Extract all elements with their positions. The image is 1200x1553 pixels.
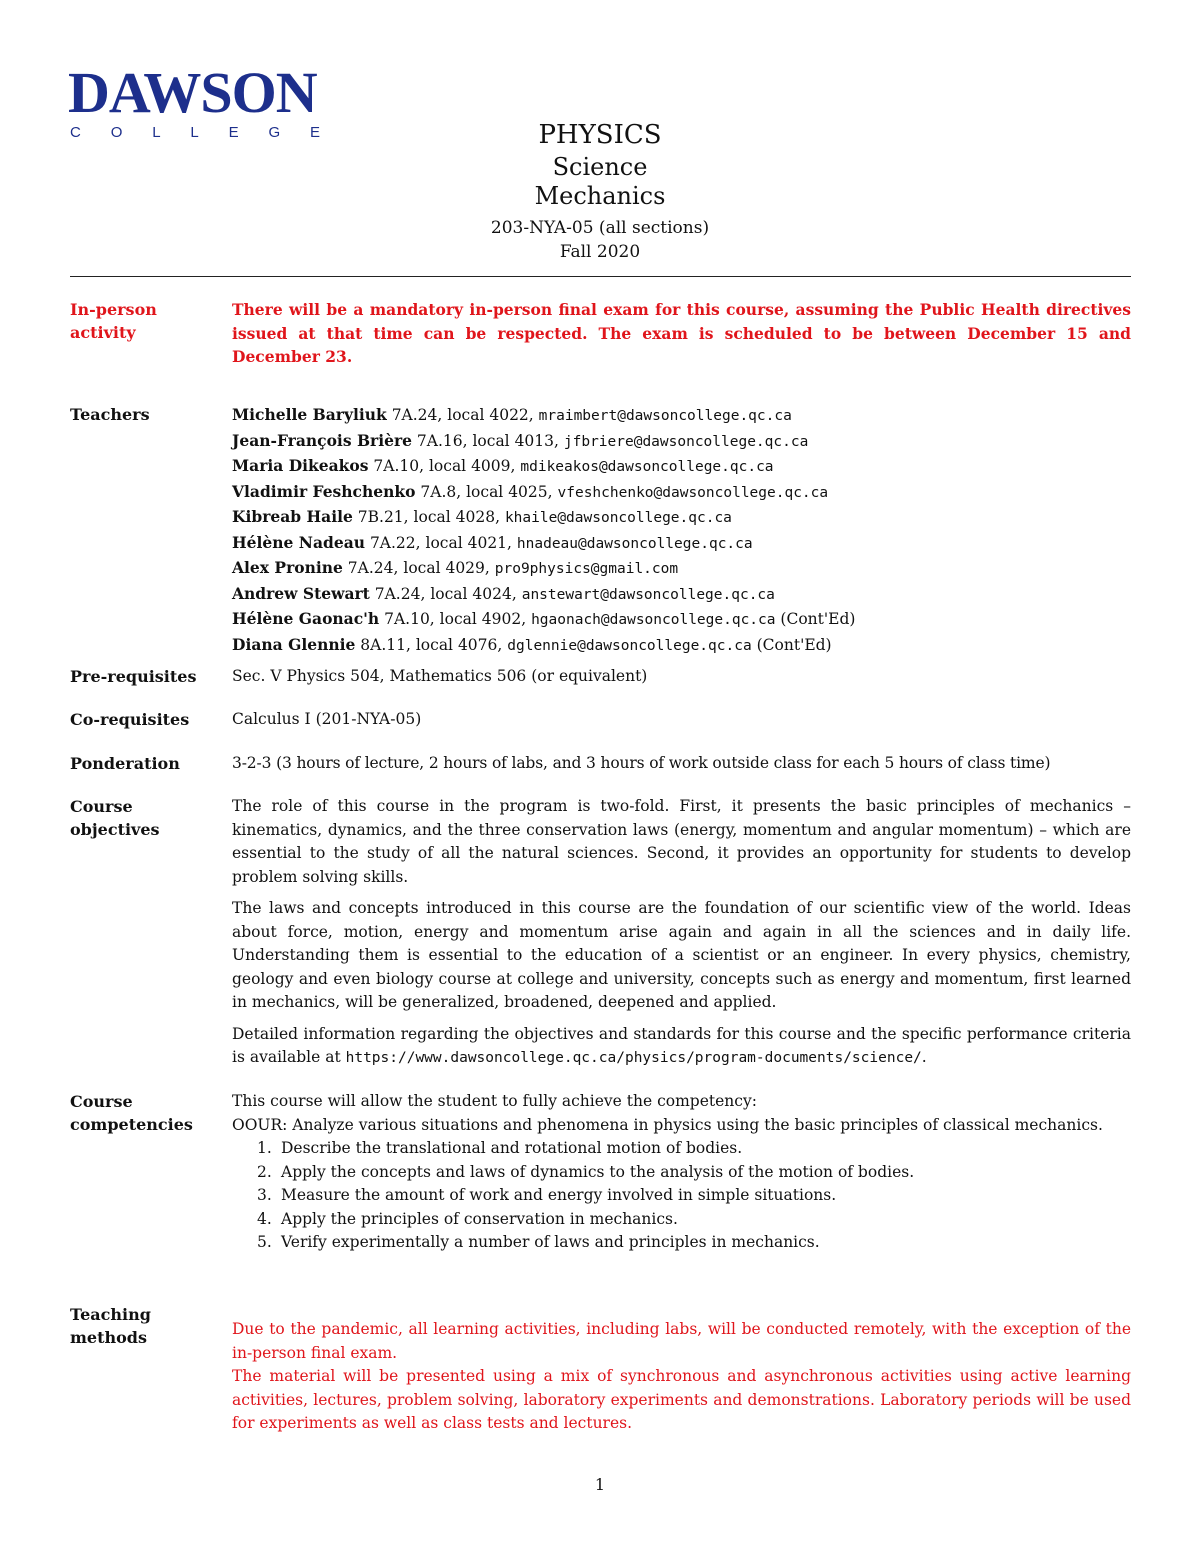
teacher-note: (Cont'Ed) — [751, 635, 832, 654]
teacher-name: Hélène Nadeau — [232, 532, 366, 552]
teacher-entry — [232, 582, 1131, 608]
logo-wordmark: DAWSON — [68, 60, 317, 125]
logo-letter: E — [309, 124, 320, 141]
section-label — [70, 298, 228, 344]
header-divider — [70, 276, 1131, 277]
teacher-office: 7A.10, local 4902, — [379, 610, 532, 628]
teacher-email[interactable]: dglennie@dawsoncollege.qc.ca — [507, 637, 752, 654]
label-line: Teaching — [70, 1305, 151, 1324]
competency-element — [257, 1161, 1131, 1185]
inperson-notice: There will be a mandatory in-person final exam for this course, assuming the Public Health directives issued at that time can be respected. The exam is scheduled to be between December 15 and December 23. — [232, 300, 1131, 366]
document-title: PHYSICS — [538, 120, 662, 150]
teacher-email[interactable]: khaile@dawsoncollege.qc.ca — [504, 510, 732, 526]
program-documents-link[interactable]: https://www.dawsoncollege.qc.ca/physics/program-documents/science/ — [345, 1050, 922, 1066]
competency-element — [257, 1137, 1131, 1161]
logo-letter: G — [268, 124, 281, 141]
competency-element-text: Measure the amount of work and energy involved in simple situations. — [281, 1186, 837, 1204]
teacher-email[interactable]: vfeshchenko@dawsoncollege.qc.ca — [557, 484, 829, 501]
section-label — [70, 1303, 228, 1349]
logo-letter: L — [190, 124, 199, 141]
objectives-body — [232, 795, 1131, 1079]
teaching-methods-body — [232, 1318, 1131, 1436]
teacher-name: Alex Pronine — [232, 558, 343, 577]
teacher-email[interactable]: mraimbert@dawsoncollege.qc.ca — [538, 408, 792, 424]
teaching-paragraph: The material will be presented using a mix of synchronous and asynchronous activities using active learning activities, lectures, problem solving, laboratory experiments and demonstrations. Laboratory periods will be used for experiments as well as class tests and lectures. — [232, 1367, 1131, 1432]
corequisites-text: Calculus I (201-NYA-05) — [232, 710, 422, 728]
teacher-office: 7A.24, local 4024, — [369, 584, 522, 603]
competency-element-number: 5. — [257, 1233, 272, 1251]
competency-element — [257, 1208, 1131, 1232]
section-label: Teachers — [70, 405, 150, 424]
course-code: 203-NYA-05 (all sections) — [490, 218, 710, 238]
logo-letter: E — [228, 124, 239, 141]
prerequisites-text: Sec. V Physics 504, Mathematics 506 (or equivalent) — [232, 667, 648, 685]
course-term: Fall 2020 — [559, 242, 641, 262]
competency-element-number: 3. — [257, 1186, 272, 1204]
teacher-entry — [232, 480, 1131, 506]
document-subtitle-program: Science — [552, 153, 648, 181]
teachers-list — [232, 403, 1131, 658]
logo-letter: L — [152, 124, 161, 141]
teacher-entry — [232, 403, 1131, 429]
teacher-email[interactable]: anstewart@dawsoncollege.qc.ca — [521, 586, 775, 603]
competency-element — [257, 1231, 1131, 1255]
teacher-office: 7A.16, local 4013, — [411, 431, 564, 450]
document-subtitle-course: Mechanics — [534, 182, 666, 210]
section-label: Co-requisites — [70, 710, 190, 729]
teacher-entry — [232, 505, 1131, 531]
teacher-office: 7A.24, local 4022, — [386, 406, 539, 424]
competencies-intro: This course will allow the student to fully achieve the competency: — [232, 1092, 757, 1110]
competency-statement: OOUR: Analyze various situations and phenomena in physics using the basic principles of classical mechanics. — [232, 1115, 1103, 1134]
objectives-paragraph: The laws and concepts introduced in this course are the foundation of our scientific view of the world. Ideas about force, motion, energy and momentum arise again and again in all the sciences and in daily life. Understanding them is essential to the education of a scientist or an engineer. In every physics, chemistry, geology and even biology course at college and university, concepts such as energy and momentum, first learned in mechanics, will be generalized, broadened, deepened and applied. — [232, 899, 1131, 1011]
teacher-entry — [232, 531, 1131, 557]
teacher-office: 8A.11, local 4076, — [355, 635, 508, 654]
competency-element-text: Apply the principles of conservation in mechanics. — [281, 1209, 678, 1228]
label-line: Course — [70, 1092, 133, 1111]
competency-element-text: Apply the concepts and laws of dynamics to the analysis of the motion of bodies. — [281, 1162, 915, 1181]
teacher-name: Kibreab Haile — [232, 507, 353, 526]
teacher-office: 7A.8, local 4025, — [415, 482, 558, 501]
label-line: objectives — [70, 820, 160, 839]
teaching-paragraph: Due to the pandemic, all learning activities, including labs, will be conducted remotely, with the exception of the in-person final exam. — [232, 1320, 1131, 1362]
teacher-email[interactable]: mdikeakos@dawsoncollege.qc.ca — [520, 459, 774, 475]
teacher-entry — [232, 633, 1131, 659]
teacher-email[interactable]: jfbriere@dawsoncollege.qc.ca — [563, 433, 809, 450]
objectives-text: Detailed information regarding the objectives and standards for this course and the specific performance criteria is available at — [232, 1024, 1131, 1066]
competency-element-number: 2. — [257, 1162, 272, 1181]
label-line: In-person — [70, 300, 157, 319]
label-line: methods — [70, 1328, 147, 1347]
competency-element-text: Describe the translational and rotational motion of bodies. — [281, 1139, 743, 1157]
competencies-body — [232, 1090, 1131, 1255]
teacher-name: Jean-François Brière — [232, 430, 412, 450]
teacher-entry — [232, 429, 1131, 455]
teacher-office: 7A.22, local 4021, — [365, 533, 517, 552]
label-line: Course — [70, 797, 133, 816]
competency-element-text: Verify experimentally a number of laws and principles in mechanics. — [281, 1233, 820, 1251]
section-label: Ponderation — [70, 754, 180, 773]
competency-elements-list — [232, 1137, 1131, 1255]
teacher-email[interactable]: hgaonach@dawsoncollege.qc.ca — [531, 612, 776, 628]
teacher-name: Hélène Gaonac'h — [232, 609, 380, 628]
objectives-paragraph — [232, 1023, 1131, 1071]
page-number: 1 — [594, 1475, 606, 1494]
teacher-name: Diana Glennie — [232, 634, 356, 654]
teacher-office: 7A.10, local 4009, — [368, 457, 521, 475]
section-label — [70, 795, 228, 841]
teacher-name: Vladimir Feshchenko — [232, 481, 416, 501]
teacher-office: 7B.21, local 4028, — [352, 508, 505, 526]
teacher-name: Andrew Stewart — [232, 583, 370, 603]
logo-letter: C — [70, 124, 81, 141]
label-line: competencies — [70, 1115, 193, 1134]
competency-element-number: 1. — [257, 1139, 272, 1157]
logo-letter: O — [110, 124, 123, 141]
teacher-name: Maria Dikeakos — [232, 456, 369, 475]
teacher-email[interactable]: pro9physics@gmail.com — [494, 561, 679, 577]
teacher-entry — [232, 556, 1131, 582]
label-line: activity — [70, 323, 136, 342]
teacher-email[interactable]: hnadeau@dawsoncollege.qc.ca — [516, 535, 753, 552]
section-label — [70, 1090, 228, 1136]
objectives-text: . — [921, 1048, 927, 1066]
teacher-entry — [232, 607, 1131, 633]
teacher-entry — [232, 454, 1131, 480]
section-label: Pre-requisites — [70, 667, 197, 686]
teacher-office: 7A.24, local 4029, — [342, 559, 495, 577]
ponderation-text: 3-2-3 (3 hours of lecture, 2 hours of labs, and 3 hours of work outside class for each 5 hours of class time) — [232, 754, 1051, 772]
competency-element-number: 4. — [257, 1209, 272, 1228]
objectives-paragraph: The role of this course in the program is two-fold. First, it presents the basic principles of mechanics – kinematics, dynamics, and the three conservation laws (energy, momentum and angular momentum) – which are essential to the study of all the natural sciences. Second, it provides an opportunity for students to develop problem solving skills. — [232, 797, 1131, 886]
teacher-note: (Cont'Ed) — [775, 610, 856, 628]
teacher-name: Michelle Baryliuk — [232, 405, 387, 424]
competency-element — [257, 1184, 1131, 1208]
